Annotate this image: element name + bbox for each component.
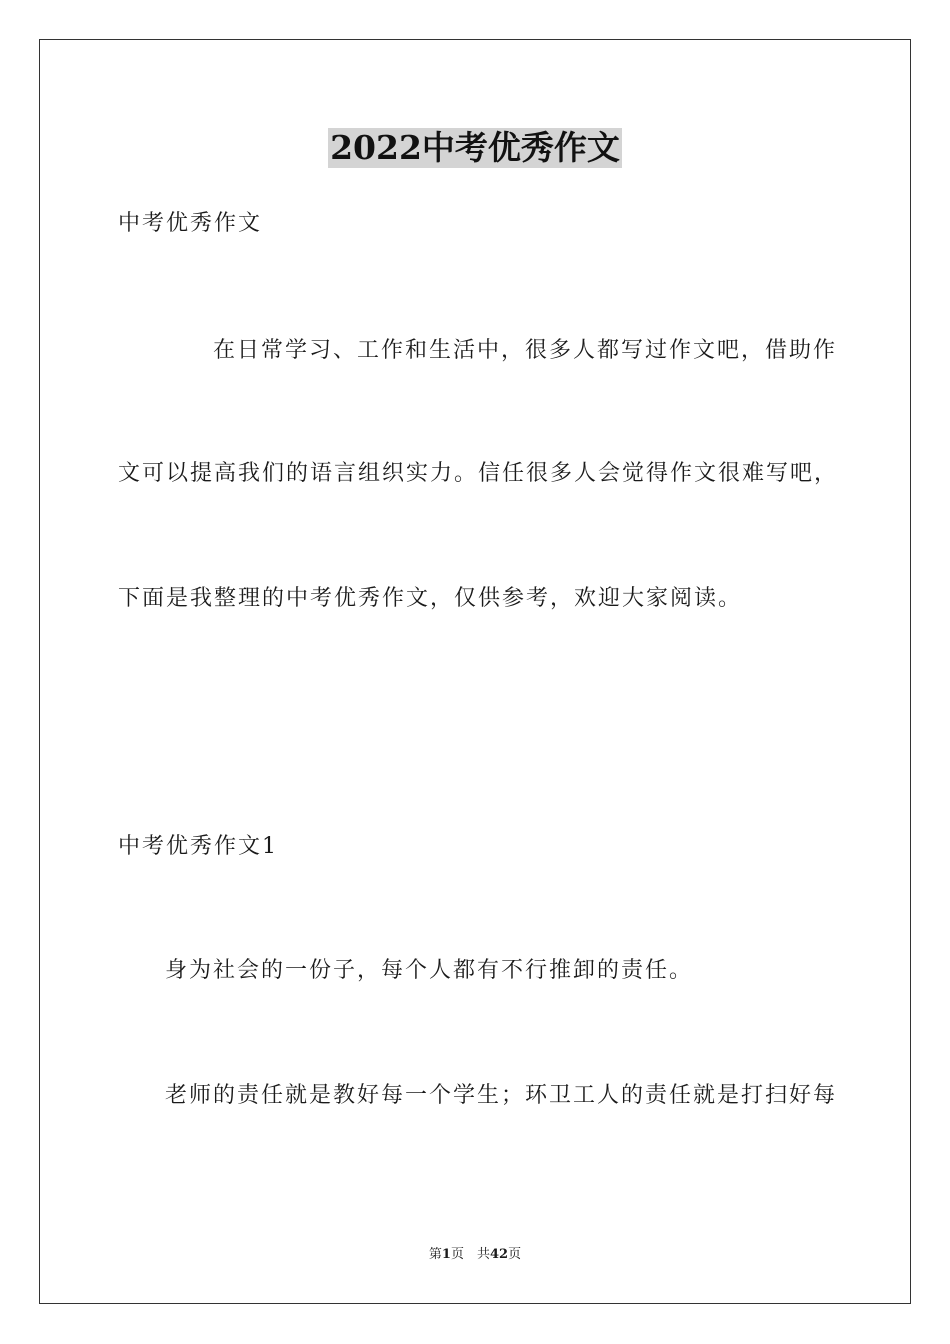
title-container: [0, 128, 950, 168]
body-line-1: 身为社会的一份子，每个人都有不行推卸的责任。: [165, 958, 694, 983]
intro-line-1: 在日常学习、工作和生活中，很多人都写过作文吧，借助作: [213, 338, 838, 363]
footer-mid: 页 共: [450, 1247, 490, 1262]
page-footer: [0, 1246, 950, 1264]
section-heading: 中考优秀作文1: [118, 834, 278, 859]
footer-total-pages: 42: [489, 1247, 509, 1262]
document-subtitle: 中考优秀作文: [118, 211, 263, 236]
footer-prefix: 第: [428, 1247, 442, 1262]
intro-line-2: 文可以提高我们的语言组织实力。信任很多人会觉得作文很难写吧，: [118, 461, 839, 486]
document-title: 2022中考优秀作文: [330, 128, 620, 167]
footer-page-number: 1: [441, 1247, 451, 1262]
body-line-2: 老师的责任就是教好每一个学生；环卫工人的责任就是打扫好每: [165, 1083, 838, 1108]
footer-suffix: 页: [508, 1247, 522, 1262]
intro-line-3: 下面是我整理的中考优秀作文，仅供参考，欢迎大家阅读。: [118, 586, 743, 611]
